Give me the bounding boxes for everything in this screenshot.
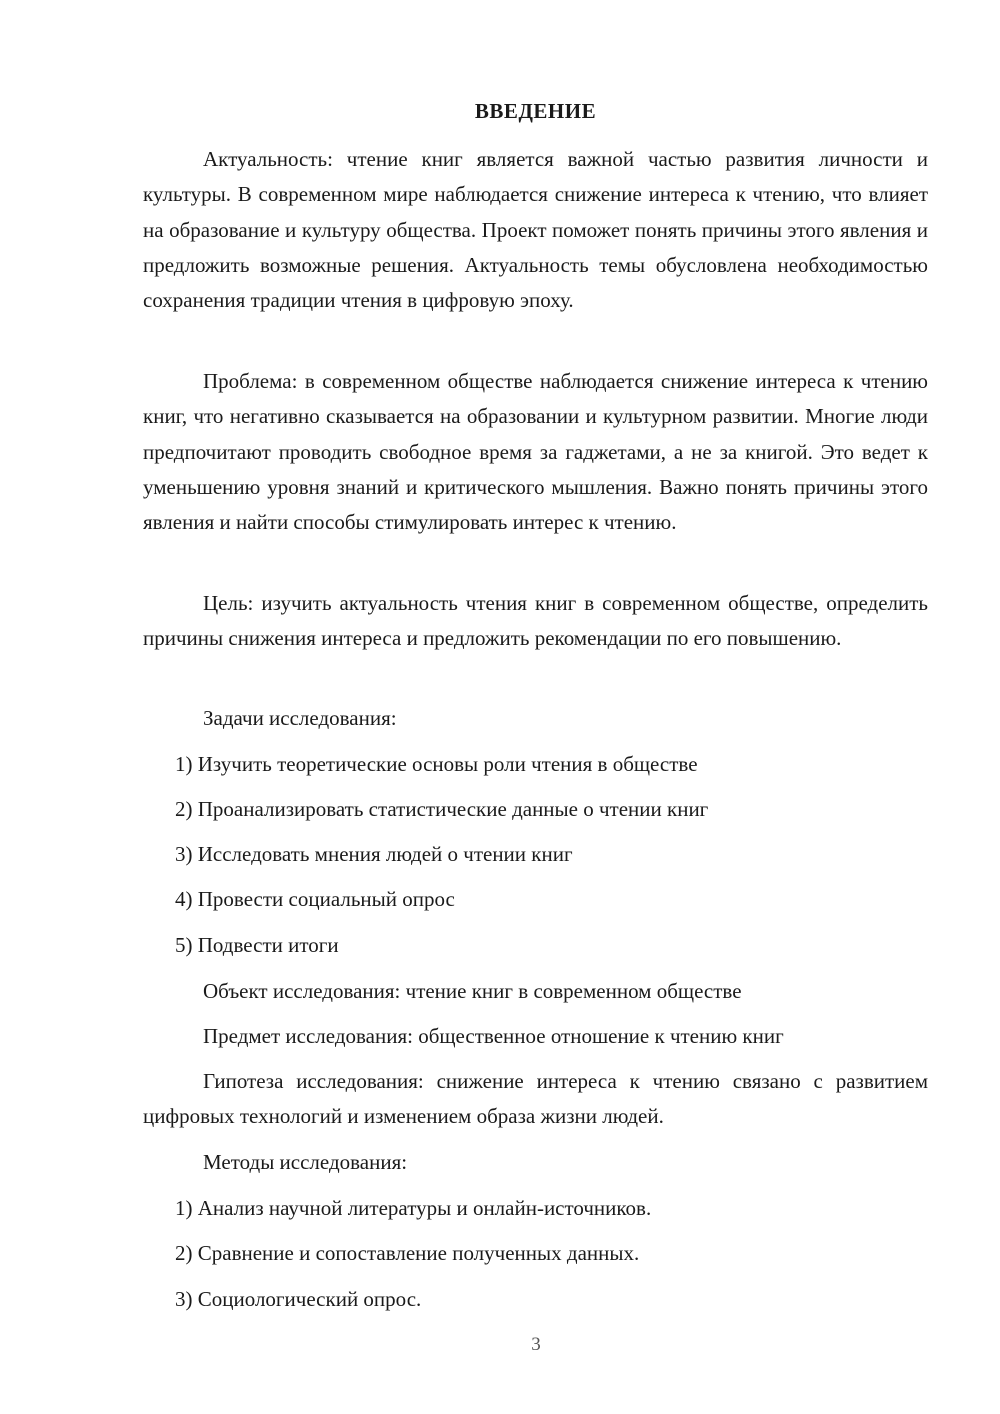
relevance-paragraph: Актуальность: чтение книг является важной частью развития личности и культуры. В современном мире наблюдается снижение интереса к чтению, что влияет на образование и культуру общества. Проект поможет понять причины этого явления и предложить возможные решения. Актуальность темы обусловлена необходимостью сохранения традиции чтения в цифровую эпоху.	[143, 147, 928, 313]
task-item: 1) Изучить теоретические основы роли чтения в обществе	[175, 752, 698, 776]
methods-heading: Методы исследования:	[203, 1150, 408, 1174]
method-item: 1) Анализ научной литературы и онлайн-источников.	[175, 1196, 652, 1220]
page-number: 3	[531, 1334, 541, 1355]
hypothesis-paragraph: Гипотеза исследования: снижение интереса к чтению связано с развитием цифровых технологий и изменением образа жизни людей.	[143, 1069, 928, 1129]
task-item: 2) Проанализировать статистические данные о чтении книг	[175, 797, 709, 821]
tasks-heading: Задачи исследования:	[203, 706, 397, 730]
method-item: 2) Сравнение и сопоставление полученных данных.	[175, 1241, 640, 1265]
method-item: 3) Социологический опрос.	[175, 1287, 422, 1311]
task-item: 5) Подвести итоги	[175, 933, 339, 957]
page-title: ВВЕДЕНИЕ	[474, 99, 597, 123]
research-subject: Предмет исследования: общественное отношение к чтению книг	[203, 1024, 784, 1048]
research-object: Объект исследования: чтение книг в современном обществе	[203, 979, 742, 1003]
goal-paragraph: Цель: изучить актуальность чтения книг в современном обществе, определить причины снижения интереса и предложить рекомендации по его повышению.	[143, 591, 928, 651]
task-item: 3) Исследовать мнения людей о чтении книг	[175, 842, 573, 866]
task-item: 4) Провести социальный опрос	[175, 887, 455, 911]
problem-paragraph: Проблема: в современном обществе наблюдается снижение интереса к чтению книг, что негативно сказывается на образовании и культурном развитии. Многие люди предпочитают проводить свободное время за гаджетами, а не за книгой. Это ведет к уменьшению уровня знаний и критического мышления. Важно понять причины этого явления и найти способы стимулировать интерес к чтению.	[143, 369, 928, 535]
